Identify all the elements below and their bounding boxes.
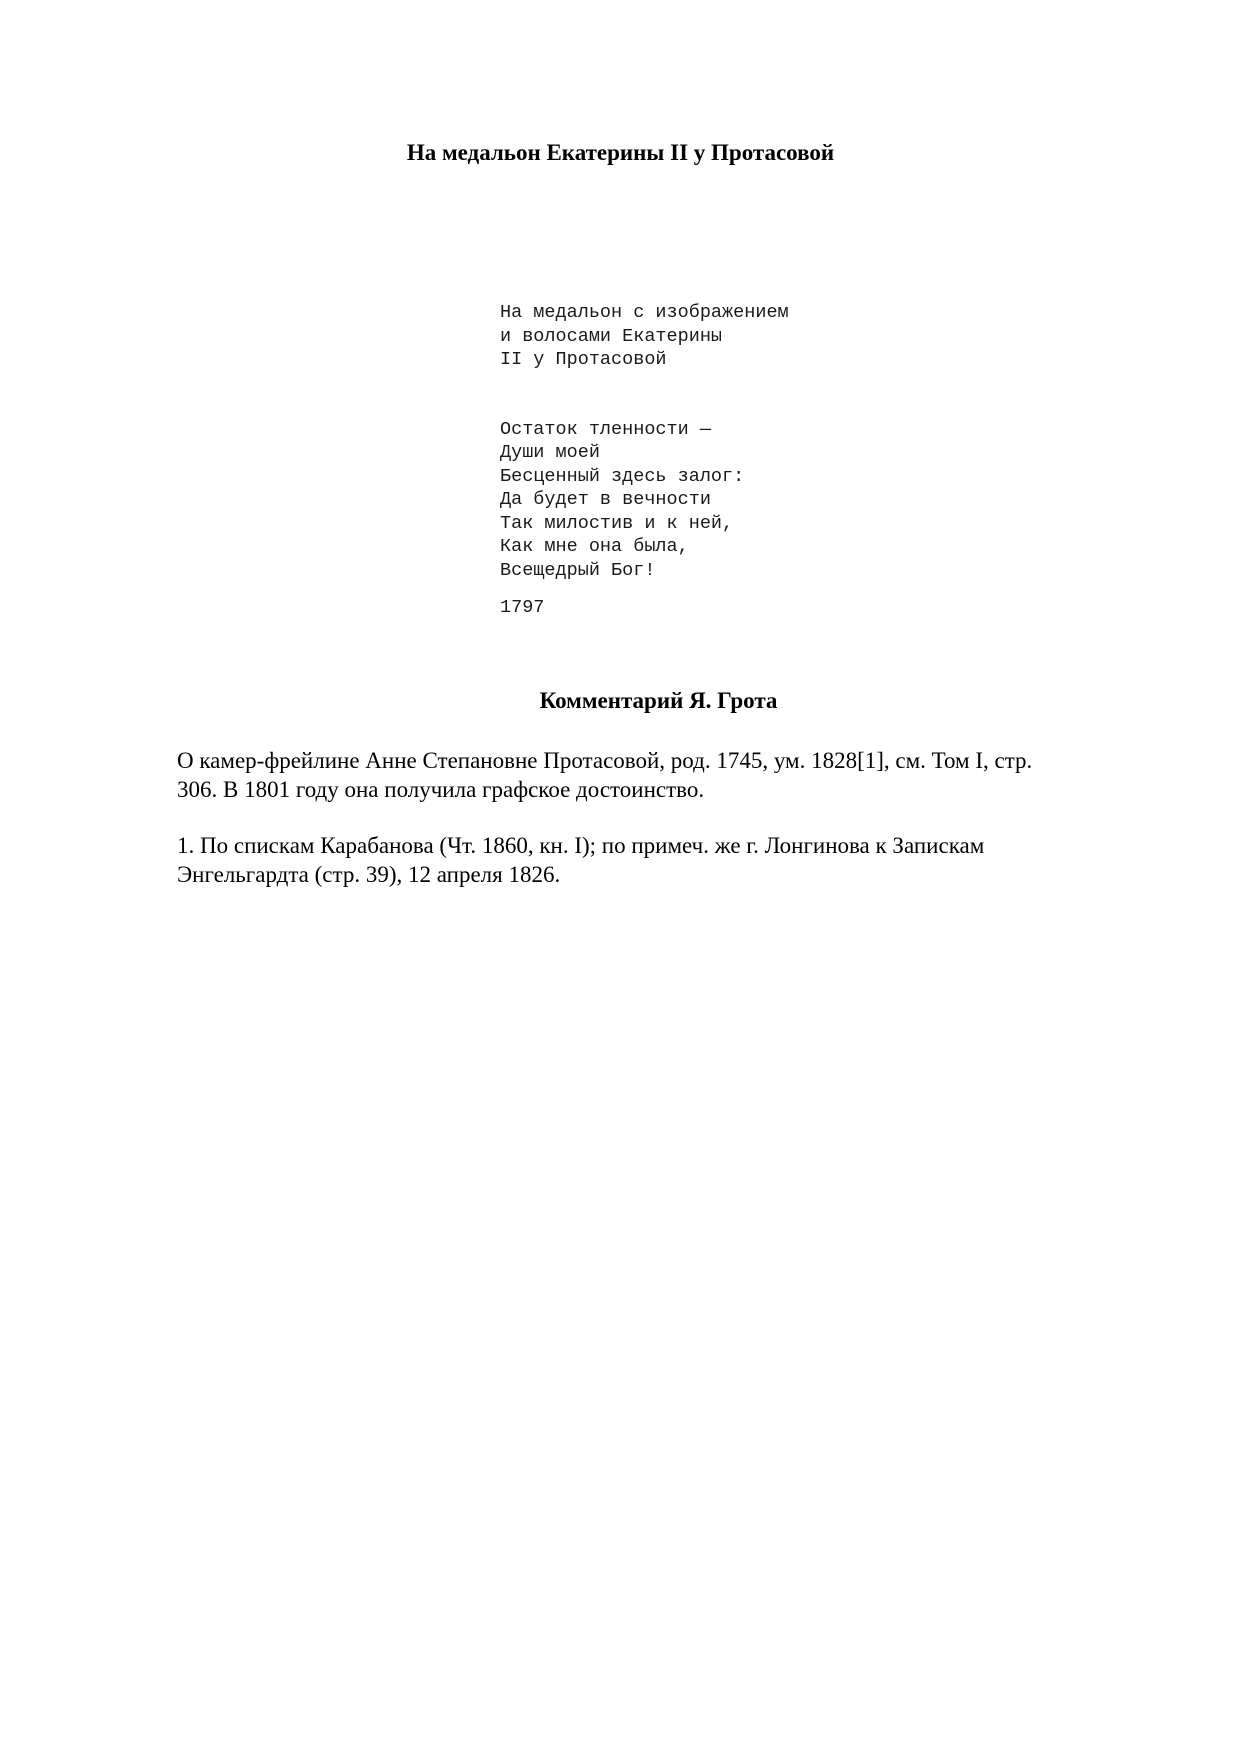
- poem-verse-line: Всещедрый Бог!: [500, 559, 656, 581]
- poem-verse-line: Души моей: [500, 442, 600, 463]
- footnote: [177, 831, 1137, 889]
- poem-heading-line: На медальон с изображением: [500, 302, 789, 323]
- commentary-line: 306. В 1801 году она получила графское достоинство.: [177, 777, 705, 802]
- poem-verse-line: Бесценный здесь залог:: [500, 465, 745, 487]
- poem-heading-line: и волосами Екатерины: [500, 325, 723, 347]
- poem-spacer: [500, 582, 789, 596]
- commentary-heading: Комментарий Я. Грота: [539, 688, 778, 713]
- poem-year: 1797: [500, 597, 545, 618]
- poem-verse-line: Так милостив и к ней,: [500, 512, 734, 534]
- poem-heading-line: II у Протасовой: [500, 349, 667, 370]
- poem-block: [500, 301, 789, 620]
- document-title: На медальон Екатерины II у Протасовой: [406, 140, 835, 165]
- commentary-paragraph: [177, 746, 1137, 804]
- commentary-line: О камер-фрейлине Анне Степановне Протасовой, род. 1745, ум. 1828[1], см. Том I, стр.: [177, 748, 1033, 773]
- poem-verse-line: Да будет в вечности: [500, 489, 711, 510]
- footnote-line: 1. По спискам Карабанова (Чт. 1860, кн. I); по примеч. же г. Лонгинова к Запискам: [177, 833, 985, 858]
- poem-verse-line: Остаток тленности —: [500, 418, 711, 440]
- poem-verse-line: Как мне она была,: [500, 536, 689, 557]
- footnote-line: Энгельгардта (стр. 39), 12 апреля 1826.: [177, 862, 561, 887]
- poem-spacer: [500, 372, 789, 418]
